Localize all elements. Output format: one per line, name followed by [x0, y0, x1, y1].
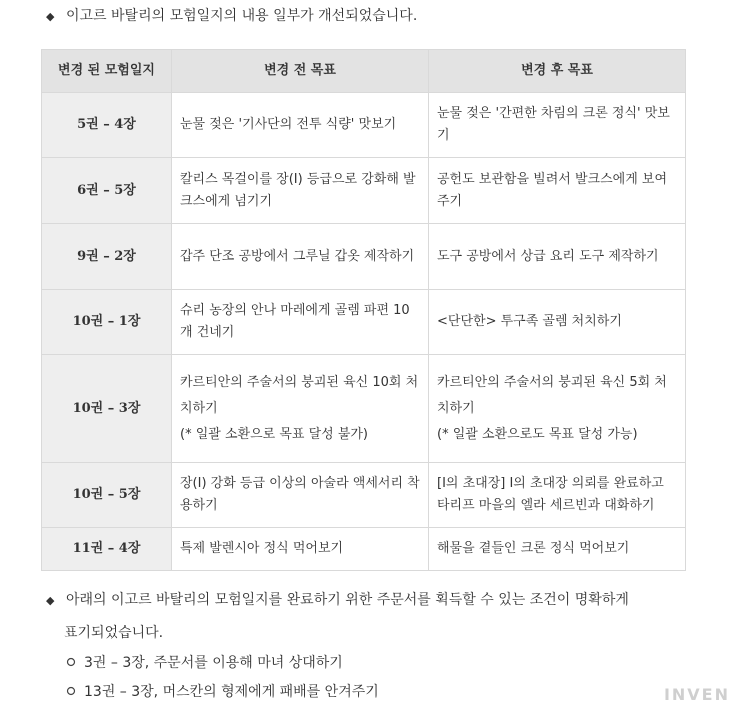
adventure-log-change-table — [41, 49, 686, 571]
inven-watermark: INVEN — [663, 685, 730, 704]
intro-text: 이고르 바탈리의 모험일지의 내용 일부가 개선되었습니다. — [66, 8, 418, 24]
table-row — [42, 93, 686, 158]
header-after: 변경 후 목표 — [429, 50, 686, 93]
after-text: 카르티안의 주술서의 붕괴된 육신 5회 처치하기 — [437, 374, 667, 416]
notice-paragraph — [46, 588, 706, 645]
table-row — [42, 355, 686, 463]
before-note: (* 일괄 소환으로 목표 달성 불가) — [180, 426, 369, 442]
chapter-cell: 5권 – 4장 — [42, 93, 172, 158]
before-cell: 특제 발렌시아 정식 먹어보기 — [172, 528, 429, 571]
after-cell: <단단한> 투구족 골렘 처치하기 — [429, 290, 686, 355]
after-cell: 공헌도 보관함을 빌려서 발크스에게 보여주기 — [429, 158, 686, 224]
chapter-cell: 6권 – 5장 — [42, 158, 172, 224]
table-row — [42, 158, 686, 224]
before-cell: 눈물 젖은 '기사단의 전투 식량' 맛보기 — [172, 93, 429, 158]
table-header-row — [42, 50, 686, 93]
list-item-text: 13권 – 3장, 머스칸의 형제에게 패배를 안겨주기 — [84, 684, 379, 700]
diamond-bullet-icon: ◆ — [46, 10, 55, 23]
hollow-circle-bullet-icon — [66, 686, 76, 696]
chapter-cell: 10권 – 3장 — [42, 355, 172, 463]
before-cell: 갑주 단조 공방에서 그루닐 갑옷 제작하기 — [172, 224, 429, 290]
after-cell: 해물을 곁들인 크론 정식 먹어보기 — [429, 528, 686, 571]
before-cell: 슈리 농장의 안나 마레에게 골렘 파편 10개 건네기 — [172, 290, 429, 355]
before-cell: 칼리스 목걸이를 장(I) 등급으로 강화해 발크스에게 넘기기 — [172, 158, 429, 224]
notice-text-continued: 표기되었습니다. — [64, 625, 164, 641]
after-note: (* 일괄 소환으로도 목표 달성 가능) — [437, 426, 638, 442]
before-text: 카르티안의 주술서의 붕괴된 육신 10회 처치하기 — [180, 374, 419, 416]
list-item — [66, 653, 343, 673]
chapter-cell: 11권 – 4장 — [42, 528, 172, 571]
header-before: 변경 전 목표 — [172, 50, 429, 93]
diamond-bullet-icon: ◆ — [46, 594, 55, 607]
notice-text: 아래의 이고르 바탈리의 모험일지를 완료하기 위한 주문서를 획득할 수 있는 조건이 명확하게 — [66, 592, 629, 608]
table-row — [42, 290, 686, 355]
table-row — [42, 224, 686, 290]
table-row — [42, 528, 686, 571]
list-item-text: 3권 – 3장, 주문서를 이용해 마녀 상대하기 — [84, 655, 343, 671]
table-row — [42, 463, 686, 528]
before-cell — [172, 355, 429, 463]
after-cell: [I의 초대장] I의 초대장 의뢰를 완료하고 타리프 마을의 엘라 세르빈과 대화하기 — [429, 463, 686, 528]
intro-line — [46, 6, 417, 27]
chapter-cell: 9권 – 2장 — [42, 224, 172, 290]
hollow-circle-bullet-icon — [66, 657, 76, 667]
after-cell: 눈물 젖은 '간편한 차림의 크론 정식' 맛보기 — [429, 93, 686, 158]
chapter-cell: 10권 – 5장 — [42, 463, 172, 528]
after-cell: 도구 공방에서 상급 요리 도구 제작하기 — [429, 224, 686, 290]
list-item — [66, 682, 379, 702]
after-cell — [429, 355, 686, 463]
header-changed-log: 변경 된 모험일지 — [42, 50, 172, 93]
chapter-cell: 10권 – 1장 — [42, 290, 172, 355]
before-cell: 장(I) 강화 등급 이상의 아술라 액세서리 착용하기 — [172, 463, 429, 528]
